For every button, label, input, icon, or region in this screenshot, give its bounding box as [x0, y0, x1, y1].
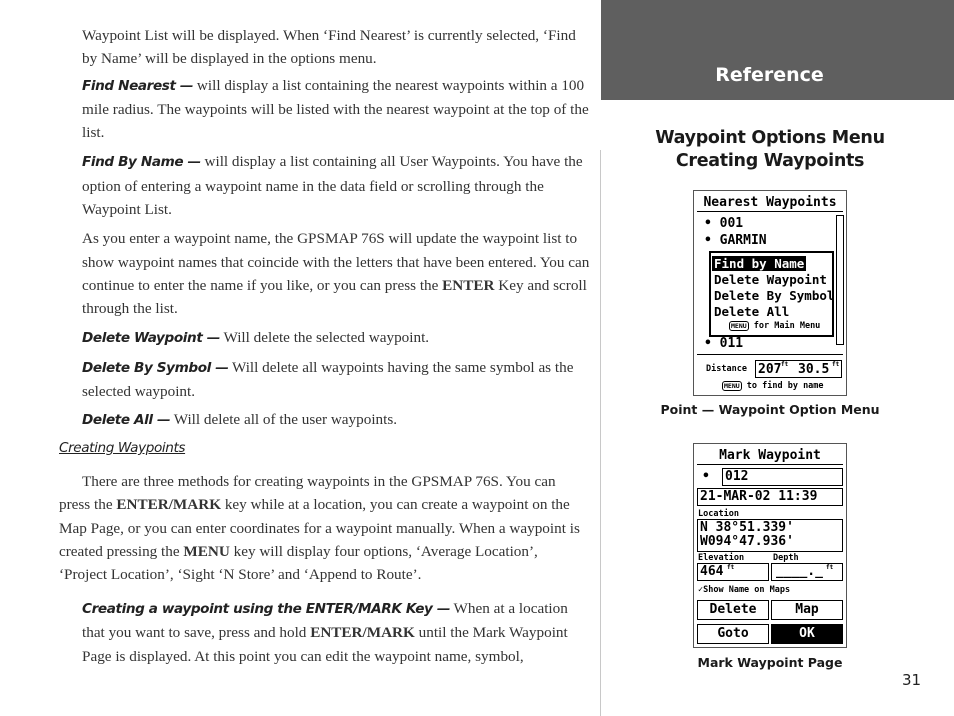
find-by-name-desc: will display a list containing all User Waypoints. You have the option of entering a waypoint name in the data field or scrolling through the Waypoint List.	[82, 153, 583, 219]
menu-item-delete-waypoint[interactable]: Delete Waypoint	[714, 272, 827, 287]
subheading-creating-waypoints	[59, 436, 185, 460]
menu-key-label: MENU	[183, 542, 230, 560]
screen2-elevation-value: 464	[700, 564, 724, 579]
screen2-latitude: N 38°51.339'	[700, 520, 794, 535]
term-find-by-name: Find By Name —	[82, 154, 201, 171]
term-creating-enter-mark: Creating a waypoint using the ENTER/MARK Key —	[82, 601, 451, 617]
screen2-name-field[interactable]	[722, 468, 843, 486]
paragraph-enter-name	[82, 227, 590, 320]
screen2-datetime-field	[697, 488, 843, 506]
screen2-elevation-field[interactable]	[697, 563, 769, 581]
menu-item-find-by-name[interactable]: Find by Name	[714, 256, 805, 271]
screen2-map-button[interactable]: Map	[771, 600, 843, 620]
screen1-row-011[interactable]: • 011	[704, 336, 744, 351]
term-delete-by-symbol: Delete By Symbol —	[82, 359, 229, 376]
screen2-elevation-label: Elevation	[698, 553, 745, 563]
enter-name-text-b: Key and scroll through the list.	[82, 276, 587, 318]
screen1-bottom-rule	[697, 354, 843, 355]
screen2-depth-field[interactable]	[771, 563, 843, 581]
screen1-footer-key: MENU	[724, 382, 740, 390]
screen2-goto-button[interactable]: Goto	[697, 624, 769, 644]
subheading-text: Creating Waypoints	[59, 440, 186, 456]
screen2-depth-unit: ft	[826, 564, 834, 571]
section-title-line2: Creating Waypoints	[675, 151, 865, 171]
section-title-line1: Waypoint Options Menu	[655, 128, 885, 148]
body-column	[82, 24, 590, 433]
screen1-distance-value: 207	[758, 362, 782, 377]
screen1-row-001[interactable]: • 001	[704, 216, 744, 231]
screen2-title-rule	[697, 464, 843, 465]
delete-waypoint-desc: Will delete the selected waypoint.	[219, 328, 430, 346]
screen1-distance-field	[755, 360, 842, 378]
screen1-title-rule	[697, 211, 843, 212]
screen2-depth-value: ____._	[776, 564, 823, 579]
screen2-depth-label: Depth	[773, 553, 799, 563]
delete-all-desc: Will delete all of the user waypoints.	[170, 411, 398, 429]
screen2-show-name-checkbox[interactable]: ✓Show Name on Maps	[698, 585, 791, 595]
screen1-distance-label: Distance	[706, 364, 747, 374]
caption-point-waypoint-option-menu: Point — Waypoint Option Menu	[660, 402, 880, 417]
caption-mark-waypoint-page: Mark Waypoint Page	[697, 655, 843, 670]
screen2-datetime-value: 21-MAR-02 11:39	[700, 489, 818, 504]
screen2-name-value: 012	[725, 469, 749, 484]
screen1-row-garmin[interactable]: • GARMIN	[704, 233, 767, 248]
find-nearest-desc: will display a list containing the nearest waypoints within a 100 mile radius. The waypoints will be listed with the nearest waypoint at the top of the list.	[82, 76, 589, 142]
enter-mark-key-label: ENTER/MARK	[116, 496, 222, 514]
screen2-ok-button[interactable]: OK	[771, 624, 843, 644]
reference-header-title: Reference	[715, 64, 824, 86]
screen2-delete-button[interactable]: Delete	[697, 600, 769, 620]
paragraph-delete-by-symbol	[82, 356, 590, 404]
enter-key-label: ENTER	[442, 276, 495, 294]
term-find-nearest: Find Nearest —	[82, 77, 194, 94]
enter-name-text-a: As you enter a waypoint name, the GPSMAP 76S will update the waypoint list to show waypoint names that coincide with the letters that have been entered. You can continue to enter the name if you like, or you can press the	[82, 230, 590, 294]
screen2-elevation-unit: ft	[727, 564, 735, 571]
creating-text-b: until the Mark Waypoint Page is displayed. At this point you can edit the waypoint name, symbol,	[82, 624, 568, 665]
term-delete-all: Delete All —	[82, 412, 171, 429]
methods-text-c: key will display four options, ‘Average Location’, ‘Project Location’, ‘Sight ‘N Store’ and ‘Append to Route’.	[59, 542, 538, 584]
menu-key-badge: MENU	[731, 322, 747, 330]
column-divider	[600, 150, 601, 716]
screen1-footer-text: to find by name	[741, 381, 824, 391]
screen2-location-field[interactable]	[697, 519, 843, 552]
paragraph-creating-enter-mark	[82, 597, 590, 668]
screen1-scrollbar[interactable]	[836, 215, 844, 345]
screen1-distance-unit2: ft	[832, 361, 840, 368]
page-number: 31	[902, 671, 922, 689]
paragraph-delete-waypoint	[82, 326, 590, 350]
creating-text-a: When at a location that you want to save, press and hold	[82, 600, 568, 642]
section-title	[640, 127, 900, 173]
term-delete-waypoint: Delete Waypoint —	[82, 329, 220, 346]
menu-hint	[729, 321, 820, 331]
menu-hint-text: for Main Menu	[748, 321, 821, 331]
screen2-longitude: W094°47.936'	[700, 534, 794, 549]
methods-text-b: key while at a location, you can create a waypoint on the Map Page, or you can enter coordinates for a waypoint manually. When a waypoint is created pressing the	[59, 496, 580, 560]
paragraph-methods	[59, 470, 589, 586]
waypoint-options-menu	[709, 251, 834, 337]
screen1-distance-value2: 30.5	[798, 362, 830, 377]
screen1-title: Nearest Waypoints	[703, 195, 837, 210]
paragraph-find-nearest	[82, 74, 590, 145]
enter-mark-key-label-2: ENTER/MARK	[310, 624, 415, 642]
methods-text-a: There are three methods for creating waypoints in the GPSMAP 76S. You can press the	[59, 473, 556, 514]
screen2-title: Mark Waypoint	[719, 448, 821, 463]
screen1-footer-hint	[722, 381, 824, 391]
screen2-location-label: Location	[698, 509, 739, 519]
paragraph-waypoint-list: Waypoint List will be displayed. When ‘Find Nearest’ is currently selected, ‘Find by Name’ will be displayed in the options menu.	[82, 27, 576, 68]
paragraph-find-by-name	[82, 150, 590, 221]
menu-item-delete-by-symbol[interactable]: Delete By Symbol	[714, 288, 835, 303]
paragraph-delete-all	[82, 408, 590, 432]
screen2-symbol-dot[interactable]: •	[702, 469, 710, 484]
delete-by-symbol-desc: Will delete all waypoints having the same symbol as the selected waypoint.	[82, 358, 574, 401]
mark-waypoint-screen	[693, 443, 847, 648]
nearest-waypoints-screen	[693, 190, 847, 396]
screen1-distance-unit: ft	[781, 361, 789, 368]
menu-item-delete-all[interactable]: Delete All	[714, 304, 790, 319]
